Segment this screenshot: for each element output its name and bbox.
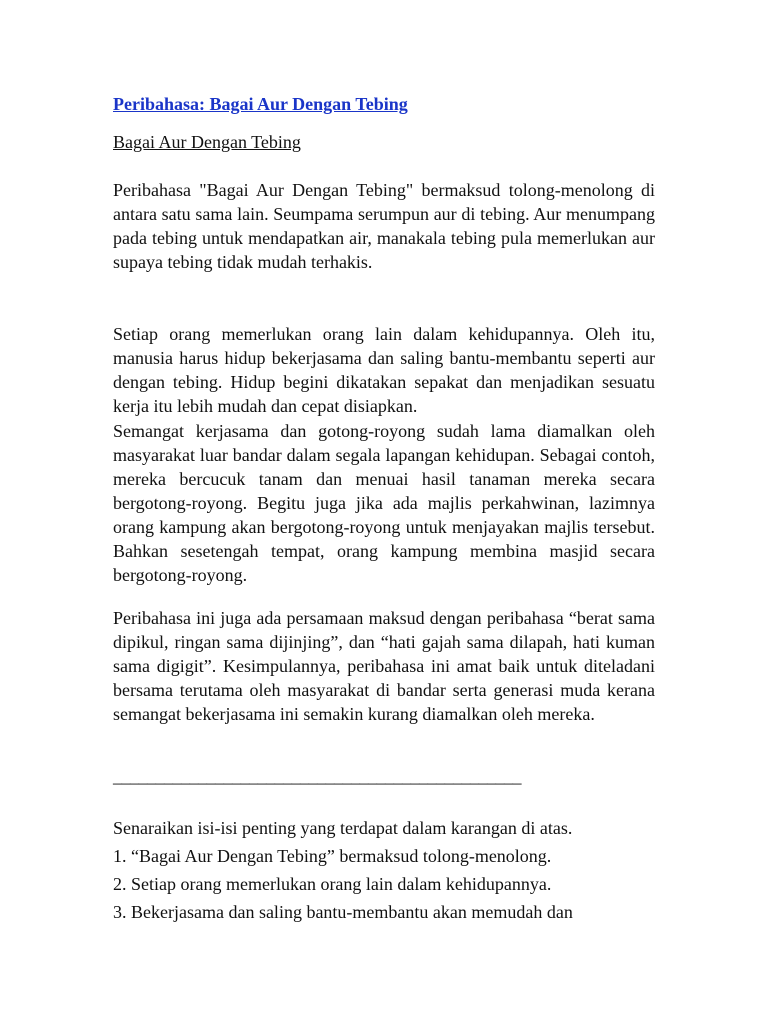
question-prompt: Senaraikan isi-isi penting yang terdapat dalam karangan di atas. xyxy=(113,818,573,838)
paragraph-intro: Peribahasa "Bagai Aur Dengan Tebing" bermaksud tolong-menolong di antara satu sama lain. Seumpama serumpun aur di tebing. Aur menumpang pada tebing untuk mendapatkan air, manakala tebing pula memerlukan aur supaya tebing tidak mudah terhakis. xyxy=(113,180,655,272)
document-title-link[interactable]: Peribahasa: Bagai Aur Dengan Tebing xyxy=(113,94,408,114)
list-item: 3. Bekerjasama dan saling bantu-membantu akan memudah dan xyxy=(113,902,573,922)
separator-line: ________________________________________________ xyxy=(113,766,521,786)
document-subtitle: Bagai Aur Dengan Tebing xyxy=(113,132,301,152)
list-item: 2. Setiap orang memerlukan orang lain dalam kehidupannya. xyxy=(113,874,552,894)
paragraph-gotong-royong: Semangat kerjasama dan gotong-royong sudah lama diamalkan oleh masyarakat luar bandar dalam segala lapangan kehidupan. Sebagai contoh, mereka bercucuk tanam dan menuai hasil tanaman mereka secara bergotong-royong. Begitu juga jika ada majlis perkahwinan, lazimnya orang kampung akan bergotong-royong untuk menjayakan majlis tersebut. Bahkan sesetengah tempat, orang kampung membina masjid secara bergotong-royong. xyxy=(113,421,655,585)
paragraph-cooperation: Setiap orang memerlukan orang lain dalam kehidupannya. Oleh itu, manusia harus hidup bekerjasama dan saling bantu-membantu seperti aur dengan tebing. Hidup begini dikatakan sepakat dan menjadikan sesuatu kerja itu lebih mudah dan cepat disiapkan. xyxy=(113,324,655,416)
paragraph-conclusion: Peribahasa ini juga ada persamaan maksud dengan peribahasa “berat sama dipikul, ringan sama dijinjing”, dan “hati gajah sama dilapah, hati kuman sama digigit”. Kesimpulannya, peribahasa ini amat baik untuk diteladani bersama terutama oleh masyarakat di bandar serta generasi muda kerana semangat bekerjasama ini semakin kurang diamalkan oleh mereka. xyxy=(113,608,655,724)
key-points-list xyxy=(113,842,655,926)
list-item: 1. “Bagai Aur Dengan Tebing” bermaksud tolong-menolong. xyxy=(113,846,552,866)
